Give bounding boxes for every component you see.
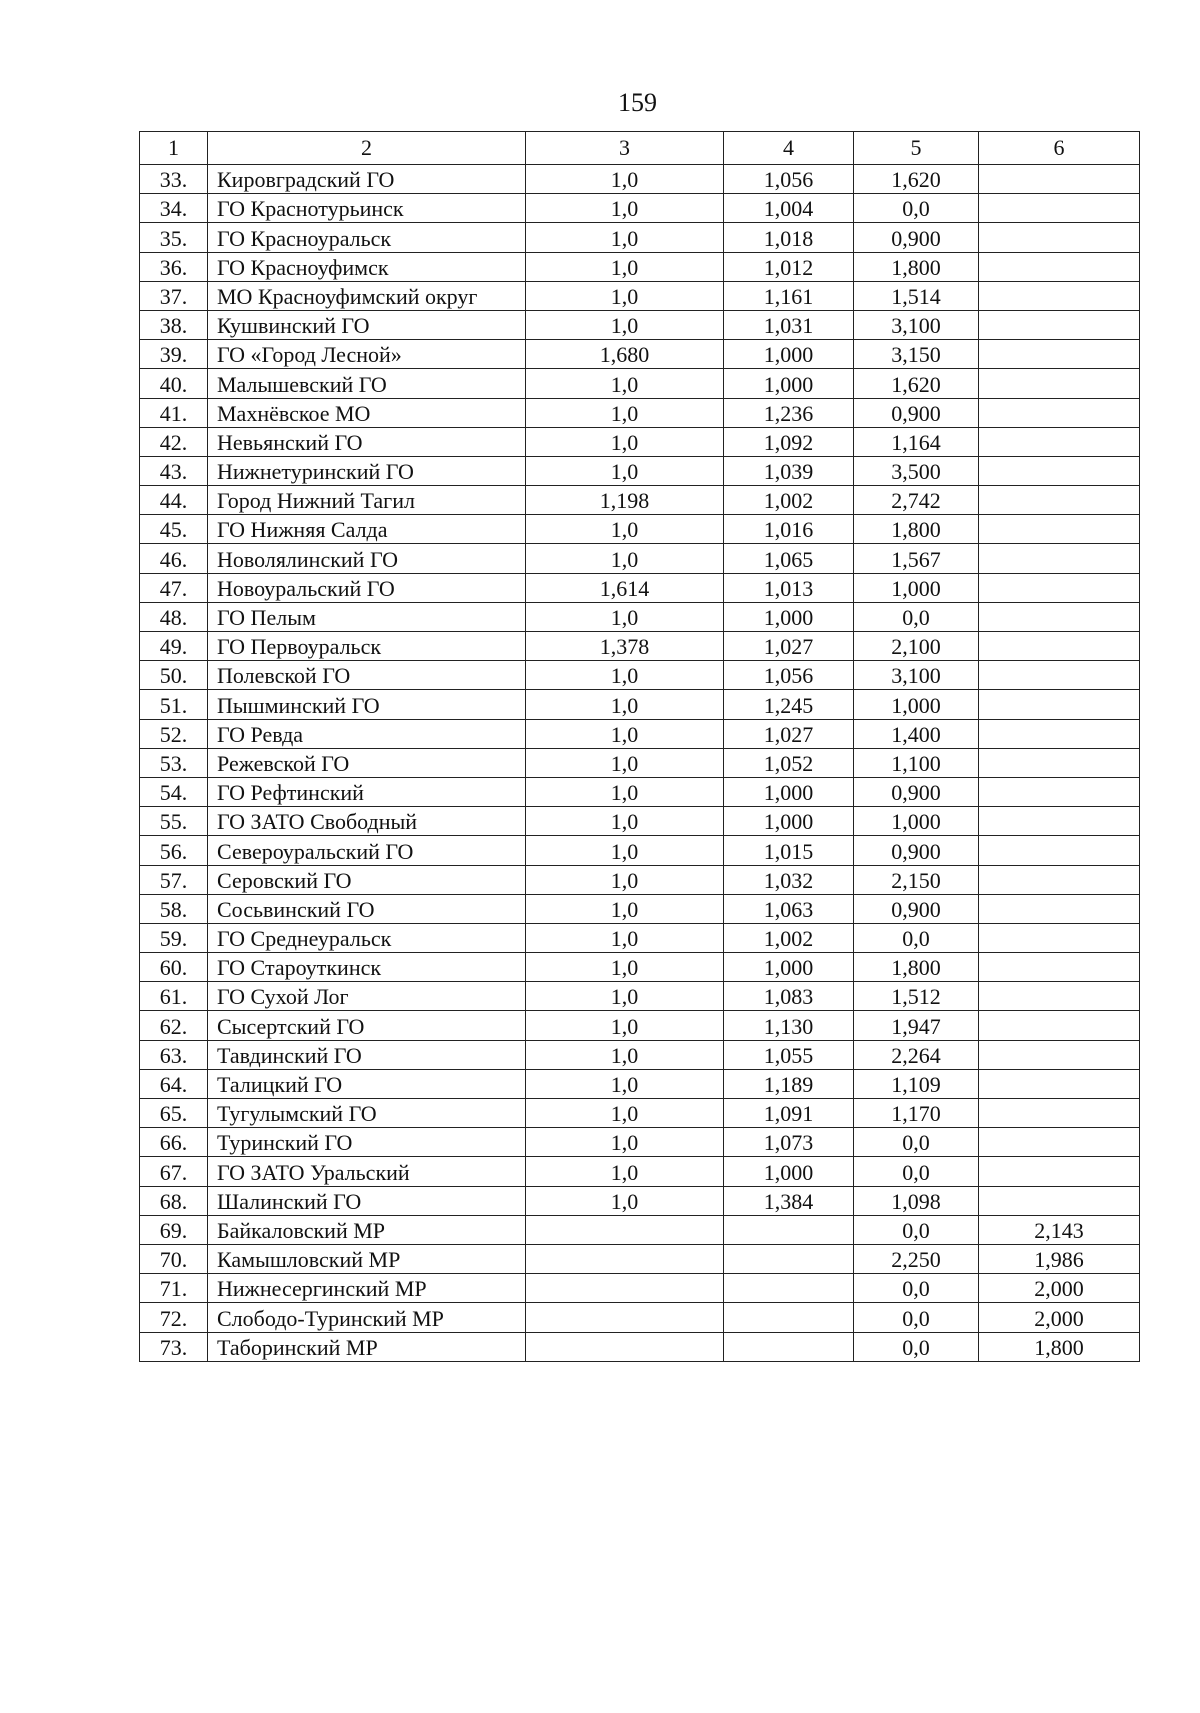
municipality-name: Город Нижний Тагил bbox=[208, 486, 526, 515]
value-col-3: 1,378 bbox=[526, 632, 724, 661]
value-col-4: 1,236 bbox=[724, 398, 854, 427]
value-col-4: 1,000 bbox=[724, 369, 854, 398]
table-body bbox=[140, 165, 1140, 1362]
value-col-5: 1,800 bbox=[854, 252, 979, 281]
municipality-name: Серовский ГО bbox=[208, 865, 526, 894]
value-col-3: 1,0 bbox=[526, 1040, 724, 1069]
value-col-5: 0,0 bbox=[854, 1332, 979, 1361]
value-col-3: 1,0 bbox=[526, 515, 724, 544]
row-number: 41. bbox=[140, 398, 208, 427]
value-col-4: 1,091 bbox=[724, 1099, 854, 1128]
table-header bbox=[140, 132, 1140, 165]
value-col-6 bbox=[979, 544, 1140, 573]
value-col-6 bbox=[979, 923, 1140, 952]
municipality-name: Малышевский ГО bbox=[208, 369, 526, 398]
municipality-name: Новолялинский ГО bbox=[208, 544, 526, 573]
table-row bbox=[140, 836, 1140, 865]
table-row bbox=[140, 486, 1140, 515]
value-col-6 bbox=[979, 1157, 1140, 1186]
value-col-3 bbox=[526, 1332, 724, 1361]
value-col-5: 2,264 bbox=[854, 1040, 979, 1069]
value-col-4 bbox=[724, 1303, 854, 1332]
value-col-5: 1,000 bbox=[854, 807, 979, 836]
data-table bbox=[139, 131, 1140, 1362]
value-col-6 bbox=[979, 719, 1140, 748]
value-col-5: 0,900 bbox=[854, 836, 979, 865]
municipality-name: ГО Ревда bbox=[208, 719, 526, 748]
value-col-6 bbox=[979, 1069, 1140, 1098]
value-col-5: 1,109 bbox=[854, 1069, 979, 1098]
municipality-name: Невьянский ГО bbox=[208, 427, 526, 456]
table-row bbox=[140, 194, 1140, 223]
row-number: 59. bbox=[140, 923, 208, 952]
value-col-6 bbox=[979, 836, 1140, 865]
row-number: 72. bbox=[140, 1303, 208, 1332]
column-header-3: 3 bbox=[526, 132, 724, 165]
table-row bbox=[140, 310, 1140, 339]
value-col-3: 1,0 bbox=[526, 281, 724, 310]
municipality-name: Шалинский ГО bbox=[208, 1186, 526, 1215]
value-col-5: 0,900 bbox=[854, 223, 979, 252]
value-col-5: 2,150 bbox=[854, 865, 979, 894]
column-header-2: 2 bbox=[208, 132, 526, 165]
value-col-5: 1,170 bbox=[854, 1099, 979, 1128]
value-col-5: 1,400 bbox=[854, 719, 979, 748]
municipality-name: ГО Краснотурьинск bbox=[208, 194, 526, 223]
value-col-3: 1,0 bbox=[526, 865, 724, 894]
municipality-name: ГО Среднеуральск bbox=[208, 923, 526, 952]
value-col-4: 1,055 bbox=[724, 1040, 854, 1069]
value-col-6 bbox=[979, 515, 1140, 544]
row-number: 67. bbox=[140, 1157, 208, 1186]
table-row bbox=[140, 223, 1140, 252]
table-row bbox=[140, 515, 1140, 544]
municipality-name: Североуральский ГО bbox=[208, 836, 526, 865]
municipality-name: Нижнетуринский ГО bbox=[208, 456, 526, 485]
municipality-name: Таборинский МР bbox=[208, 1332, 526, 1361]
municipality-name: Махнёвское МО bbox=[208, 398, 526, 427]
row-number: 58. bbox=[140, 894, 208, 923]
value-col-5: 1,000 bbox=[854, 690, 979, 719]
value-col-5: 1,567 bbox=[854, 544, 979, 573]
value-col-6 bbox=[979, 1128, 1140, 1157]
value-col-4: 1,004 bbox=[724, 194, 854, 223]
value-col-6 bbox=[979, 632, 1140, 661]
value-col-5: 0,0 bbox=[854, 923, 979, 952]
value-col-5: 0,0 bbox=[854, 1128, 979, 1157]
value-col-3 bbox=[526, 1244, 724, 1273]
value-col-3: 1,0 bbox=[526, 427, 724, 456]
value-col-6 bbox=[979, 1011, 1140, 1040]
value-col-5: 2,100 bbox=[854, 632, 979, 661]
value-col-6 bbox=[979, 953, 1140, 982]
row-number: 45. bbox=[140, 515, 208, 544]
table-row bbox=[140, 602, 1140, 631]
value-col-5: 1,164 bbox=[854, 427, 979, 456]
value-col-6 bbox=[979, 486, 1140, 515]
row-number: 39. bbox=[140, 340, 208, 369]
value-col-4: 1,092 bbox=[724, 427, 854, 456]
value-col-5: 2,742 bbox=[854, 486, 979, 515]
municipality-name: Нижнесергинский МР bbox=[208, 1274, 526, 1303]
table-row bbox=[140, 398, 1140, 427]
value-col-6 bbox=[979, 252, 1140, 281]
row-number: 34. bbox=[140, 194, 208, 223]
row-number: 52. bbox=[140, 719, 208, 748]
value-col-6 bbox=[979, 398, 1140, 427]
municipality-name: ГО Сухой Лог bbox=[208, 982, 526, 1011]
municipality-name: ГО Староуткинск bbox=[208, 953, 526, 982]
table-row bbox=[140, 281, 1140, 310]
municipality-name: Пышминский ГО bbox=[208, 690, 526, 719]
value-col-6 bbox=[979, 1186, 1140, 1215]
row-number: 57. bbox=[140, 865, 208, 894]
table-row bbox=[140, 369, 1140, 398]
value-col-4: 1,130 bbox=[724, 1011, 854, 1040]
row-number: 40. bbox=[140, 369, 208, 398]
row-number: 60. bbox=[140, 953, 208, 982]
value-col-4: 1,189 bbox=[724, 1069, 854, 1098]
value-col-3: 1,0 bbox=[526, 953, 724, 982]
value-col-6 bbox=[979, 1099, 1140, 1128]
row-number: 47. bbox=[140, 573, 208, 602]
value-col-4: 1,012 bbox=[724, 252, 854, 281]
municipality-name: Талицкий ГО bbox=[208, 1069, 526, 1098]
column-header-1: 1 bbox=[140, 132, 208, 165]
value-col-4: 1,016 bbox=[724, 515, 854, 544]
value-col-3: 1,0 bbox=[526, 1069, 724, 1098]
value-col-5: 1,620 bbox=[854, 369, 979, 398]
municipality-name: ГО Красноуфимск bbox=[208, 252, 526, 281]
value-col-6 bbox=[979, 982, 1140, 1011]
table-row bbox=[140, 427, 1140, 456]
value-col-6: 1,986 bbox=[979, 1244, 1140, 1273]
value-col-4: 1,031 bbox=[724, 310, 854, 339]
value-col-5: 3,100 bbox=[854, 661, 979, 690]
value-col-3: 1,0 bbox=[526, 165, 724, 194]
value-col-5: 0,900 bbox=[854, 398, 979, 427]
value-col-4: 1,056 bbox=[724, 165, 854, 194]
row-number: 64. bbox=[140, 1069, 208, 1098]
value-col-4: 1,015 bbox=[724, 836, 854, 865]
value-col-6 bbox=[979, 281, 1140, 310]
page-number: 159 bbox=[618, 88, 657, 117]
row-number: 36. bbox=[140, 252, 208, 281]
row-number: 61. bbox=[140, 982, 208, 1011]
value-col-3: 1,198 bbox=[526, 486, 724, 515]
table-row bbox=[140, 865, 1140, 894]
value-col-3: 1,680 bbox=[526, 340, 724, 369]
value-col-3: 1,0 bbox=[526, 748, 724, 777]
table-row bbox=[140, 1011, 1140, 1040]
row-number: 54. bbox=[140, 777, 208, 806]
row-number: 55. bbox=[140, 807, 208, 836]
table-row bbox=[140, 1274, 1140, 1303]
table-row bbox=[140, 1069, 1140, 1098]
municipality-name: Туринский ГО bbox=[208, 1128, 526, 1157]
value-col-6 bbox=[979, 223, 1140, 252]
table-row bbox=[140, 690, 1140, 719]
value-col-3: 1,0 bbox=[526, 1128, 724, 1157]
table-row bbox=[140, 719, 1140, 748]
municipality-name: Кировградский ГО bbox=[208, 165, 526, 194]
value-col-5: 1,514 bbox=[854, 281, 979, 310]
value-col-5: 0,0 bbox=[854, 1274, 979, 1303]
value-col-3: 1,0 bbox=[526, 690, 724, 719]
table-row bbox=[140, 573, 1140, 602]
value-col-6 bbox=[979, 1040, 1140, 1069]
row-number: 62. bbox=[140, 1011, 208, 1040]
value-col-3: 1,0 bbox=[526, 836, 724, 865]
table-row bbox=[140, 1040, 1140, 1069]
row-number: 35. bbox=[140, 223, 208, 252]
value-col-4: 1,000 bbox=[724, 807, 854, 836]
column-header-5: 5 bbox=[854, 132, 979, 165]
value-col-4: 1,027 bbox=[724, 719, 854, 748]
value-col-4: 1,018 bbox=[724, 223, 854, 252]
value-col-5: 1,100 bbox=[854, 748, 979, 777]
value-col-6 bbox=[979, 310, 1140, 339]
municipality-name: Полевской ГО bbox=[208, 661, 526, 690]
row-number: 73. bbox=[140, 1332, 208, 1361]
value-col-3: 1,0 bbox=[526, 1011, 724, 1040]
table-row bbox=[140, 544, 1140, 573]
value-col-4: 1,073 bbox=[724, 1128, 854, 1157]
municipality-name: Тавдинский ГО bbox=[208, 1040, 526, 1069]
table-row bbox=[140, 1186, 1140, 1215]
value-col-6: 2,000 bbox=[979, 1274, 1140, 1303]
value-col-5: 1,098 bbox=[854, 1186, 979, 1215]
value-col-5: 0,900 bbox=[854, 777, 979, 806]
value-col-3: 1,614 bbox=[526, 573, 724, 602]
row-number: 49. bbox=[140, 632, 208, 661]
value-col-5: 0,900 bbox=[854, 894, 979, 923]
row-number: 53. bbox=[140, 748, 208, 777]
value-col-6: 1,800 bbox=[979, 1332, 1140, 1361]
value-col-5: 1,947 bbox=[854, 1011, 979, 1040]
value-col-3: 1,0 bbox=[526, 369, 724, 398]
table-row bbox=[140, 748, 1140, 777]
value-col-5: 0,0 bbox=[854, 1303, 979, 1332]
value-col-6 bbox=[979, 165, 1140, 194]
municipality-name: ГО «Город Лесной» bbox=[208, 340, 526, 369]
value-col-5: 0,0 bbox=[854, 1215, 979, 1244]
municipality-name: Новоуральский ГО bbox=[208, 573, 526, 602]
value-col-6 bbox=[979, 194, 1140, 223]
row-number: 50. bbox=[140, 661, 208, 690]
value-col-3: 1,0 bbox=[526, 398, 724, 427]
value-col-4 bbox=[724, 1332, 854, 1361]
municipality-name: ГО Пелым bbox=[208, 602, 526, 631]
municipality-name: ГО Нижняя Салда bbox=[208, 515, 526, 544]
value-col-3 bbox=[526, 1215, 724, 1244]
municipality-name: ГО Рефтинский bbox=[208, 777, 526, 806]
value-col-3: 1,0 bbox=[526, 223, 724, 252]
value-col-5: 3,500 bbox=[854, 456, 979, 485]
row-number: 38. bbox=[140, 310, 208, 339]
row-number: 48. bbox=[140, 602, 208, 631]
municipality-name: Тугулымский ГО bbox=[208, 1099, 526, 1128]
value-col-3: 1,0 bbox=[526, 1157, 724, 1186]
value-col-4: 1,245 bbox=[724, 690, 854, 719]
value-col-5: 0,0 bbox=[854, 602, 979, 631]
row-number: 65. bbox=[140, 1099, 208, 1128]
table-row bbox=[140, 894, 1140, 923]
value-col-3: 1,0 bbox=[526, 194, 724, 223]
table-row bbox=[140, 1099, 1140, 1128]
value-col-5: 0,0 bbox=[854, 194, 979, 223]
municipality-name: ГО ЗАТО Свободный bbox=[208, 807, 526, 836]
row-number: 44. bbox=[140, 486, 208, 515]
row-number: 42. bbox=[140, 427, 208, 456]
table-row bbox=[140, 1303, 1140, 1332]
value-col-3: 1,0 bbox=[526, 807, 724, 836]
value-col-4 bbox=[724, 1215, 854, 1244]
table-row bbox=[140, 340, 1140, 369]
value-col-3 bbox=[526, 1303, 724, 1332]
value-col-3: 1,0 bbox=[526, 1099, 724, 1128]
municipality-name: Слободо-Туринский МР bbox=[208, 1303, 526, 1332]
value-col-3: 1,0 bbox=[526, 602, 724, 631]
value-col-4: 1,039 bbox=[724, 456, 854, 485]
value-col-3: 1,0 bbox=[526, 923, 724, 952]
value-col-4: 1,000 bbox=[724, 777, 854, 806]
row-number: 63. bbox=[140, 1040, 208, 1069]
value-col-4: 1,384 bbox=[724, 1186, 854, 1215]
table-row bbox=[140, 165, 1140, 194]
value-col-4: 1,002 bbox=[724, 923, 854, 952]
value-col-4: 1,000 bbox=[724, 1157, 854, 1186]
row-number: 37. bbox=[140, 281, 208, 310]
header-row bbox=[140, 132, 1140, 165]
value-col-4: 1,056 bbox=[724, 661, 854, 690]
value-col-6 bbox=[979, 602, 1140, 631]
table-row bbox=[140, 1215, 1140, 1244]
value-col-4: 1,083 bbox=[724, 982, 854, 1011]
row-number: 51. bbox=[140, 690, 208, 719]
value-col-3: 1,0 bbox=[526, 544, 724, 573]
value-col-5: 1,620 bbox=[854, 165, 979, 194]
table-row bbox=[140, 953, 1140, 982]
row-number: 70. bbox=[140, 1244, 208, 1273]
table-row bbox=[140, 1244, 1140, 1273]
value-col-6 bbox=[979, 427, 1140, 456]
value-col-6: 2,143 bbox=[979, 1215, 1140, 1244]
value-col-6 bbox=[979, 777, 1140, 806]
value-col-4: 1,063 bbox=[724, 894, 854, 923]
municipality-name: Кушвинский ГО bbox=[208, 310, 526, 339]
value-col-6 bbox=[979, 748, 1140, 777]
table-row bbox=[140, 1332, 1140, 1361]
column-header-6: 6 bbox=[979, 132, 1140, 165]
value-col-4: 1,052 bbox=[724, 748, 854, 777]
value-col-5: 1,800 bbox=[854, 515, 979, 544]
municipality-name: Сысертский ГО bbox=[208, 1011, 526, 1040]
column-header-4: 4 bbox=[724, 132, 854, 165]
value-col-4: 1,000 bbox=[724, 953, 854, 982]
value-col-3: 1,0 bbox=[526, 661, 724, 690]
value-col-4: 1,000 bbox=[724, 340, 854, 369]
municipality-name: Сосьвинский ГО bbox=[208, 894, 526, 923]
value-col-5: 1,800 bbox=[854, 953, 979, 982]
value-col-6 bbox=[979, 661, 1140, 690]
value-col-5: 2,250 bbox=[854, 1244, 979, 1273]
municipality-name: Режевской ГО bbox=[208, 748, 526, 777]
value-col-4: 1,013 bbox=[724, 573, 854, 602]
municipality-name: Байкаловский МР bbox=[208, 1215, 526, 1244]
row-number: 68. bbox=[140, 1186, 208, 1215]
value-col-3: 1,0 bbox=[526, 719, 724, 748]
table-row bbox=[140, 807, 1140, 836]
value-col-6 bbox=[979, 340, 1140, 369]
table-row bbox=[140, 982, 1140, 1011]
table-row bbox=[140, 1128, 1140, 1157]
value-col-3 bbox=[526, 1274, 724, 1303]
value-col-3: 1,0 bbox=[526, 982, 724, 1011]
row-number: 33. bbox=[140, 165, 208, 194]
row-number: 56. bbox=[140, 836, 208, 865]
row-number: 46. bbox=[140, 544, 208, 573]
value-col-3: 1,0 bbox=[526, 1186, 724, 1215]
municipality-name: МО Красноуфимский округ bbox=[208, 281, 526, 310]
value-col-6 bbox=[979, 807, 1140, 836]
table-row bbox=[140, 456, 1140, 485]
table-row bbox=[140, 252, 1140, 281]
table-row bbox=[140, 1157, 1140, 1186]
value-col-4: 1,000 bbox=[724, 602, 854, 631]
value-col-4: 1,002 bbox=[724, 486, 854, 515]
table-row bbox=[140, 777, 1140, 806]
municipality-name: ГО Красноуральск bbox=[208, 223, 526, 252]
value-col-6 bbox=[979, 573, 1140, 602]
value-col-5: 1,000 bbox=[854, 573, 979, 602]
row-number: 71. bbox=[140, 1274, 208, 1303]
municipality-name: ГО Первоуральск bbox=[208, 632, 526, 661]
value-col-4: 1,032 bbox=[724, 865, 854, 894]
value-col-3: 1,0 bbox=[526, 777, 724, 806]
table-row bbox=[140, 661, 1140, 690]
value-col-6 bbox=[979, 894, 1140, 923]
value-col-4 bbox=[724, 1274, 854, 1303]
value-col-6: 2,000 bbox=[979, 1303, 1140, 1332]
value-col-5: 0,0 bbox=[854, 1157, 979, 1186]
row-number: 43. bbox=[140, 456, 208, 485]
value-col-4: 1,065 bbox=[724, 544, 854, 573]
value-col-6 bbox=[979, 369, 1140, 398]
table-row bbox=[140, 923, 1140, 952]
value-col-4 bbox=[724, 1244, 854, 1273]
value-col-5: 3,100 bbox=[854, 310, 979, 339]
value-col-4: 1,161 bbox=[724, 281, 854, 310]
row-number: 66. bbox=[140, 1128, 208, 1157]
value-col-3: 1,0 bbox=[526, 456, 724, 485]
value-col-6 bbox=[979, 690, 1140, 719]
value-col-5: 1,512 bbox=[854, 982, 979, 1011]
table-row bbox=[140, 632, 1140, 661]
value-col-5: 3,150 bbox=[854, 340, 979, 369]
value-col-3: 1,0 bbox=[526, 894, 724, 923]
value-col-4: 1,027 bbox=[724, 632, 854, 661]
value-col-6 bbox=[979, 865, 1140, 894]
municipality-name: ГО ЗАТО Уральский bbox=[208, 1157, 526, 1186]
municipality-name: Камышловский МР bbox=[208, 1244, 526, 1273]
row-number: 69. bbox=[140, 1215, 208, 1244]
value-col-6 bbox=[979, 456, 1140, 485]
value-col-3: 1,0 bbox=[526, 310, 724, 339]
value-col-3: 1,0 bbox=[526, 252, 724, 281]
